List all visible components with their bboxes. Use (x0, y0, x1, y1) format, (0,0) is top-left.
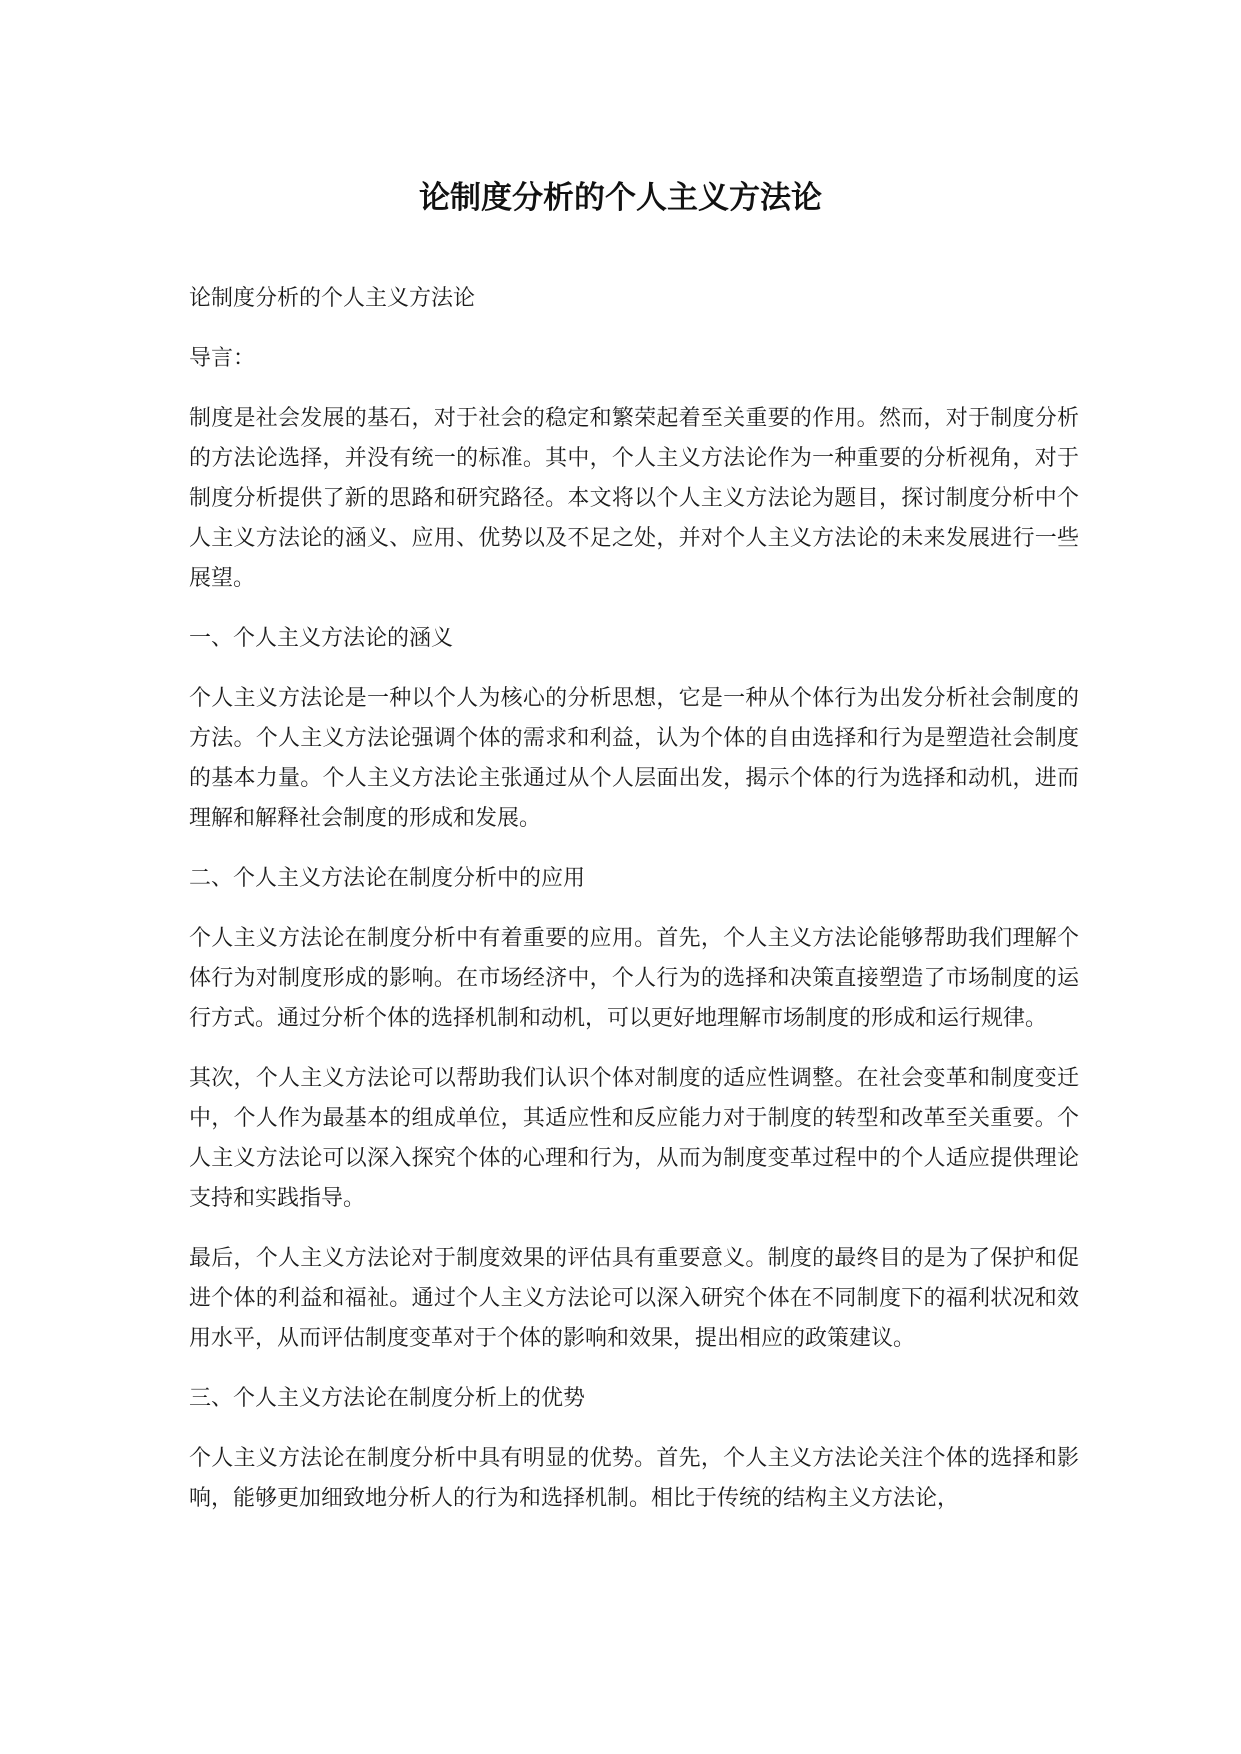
section-heading-1: 一、个人主义方法论的涵义 (189, 626, 454, 651)
section-heading-3: 三、个人主义方法论在制度分析上的优势 (189, 1386, 586, 1411)
section-1-paragraph-1: 个人主义方法论是一种以个人为核心的分析思想，它是一种从个体行为出发分析社会制度的方法。个人主义方法论强调个体的需求和利益，认为个体的自由选择和行为是塑造社会制度的基本力量。个人主义方法论主张通过从个人层面出发，揭示个体的行为选择和动机，进而理解和解释社会制度的形成和发展。 (189, 686, 1079, 831)
intro-paragraph: 制度是社会发展的基石，对于社会的稳定和繁荣起着至关重要的作用。然而，对于制度分析的方法论选择，并没有统一的标准。其中，个人主义方法论作为一种重要的分析视角，对于制度分析提供了新的思路和研究路径。本文将以个人主义方法论为题目，探讨制度分析中个人主义方法论的涵义、应用、优势以及不足之处，并对个人主义方法论的未来发展进行一些展望。 (189, 406, 1079, 591)
section-3-paragraph-1: 个人主义方法论在制度分析中具有明显的优势。首先，个人主义方法论关注个体的选择和影响，能够更加细致地分析人的行为和选择机制。相比于传统的结构主义方法论， (189, 1446, 1079, 1511)
section-2-paragraph-3: 最后，个人主义方法论对于制度效果的评估具有重要意义。制度的最终目的是为了保护和促进个体的利益和福祉。通过个人主义方法论可以深入研究个体在不同制度下的福利状况和效用水平，从而评估制度变革对于个体的影响和效果，提出相应的政策建议。 (189, 1246, 1079, 1351)
section-2-paragraph-1: 个人主义方法论在制度分析中有着重要的应用。首先，个人主义方法论能够帮助我们理解个体行为对制度形成的影响。在市场经济中，个人行为的选择和决策直接塑造了市场制度的运行方式。通过分析个体的选择机制和动机，可以更好地理解市场制度的形成和运行规律。 (189, 926, 1079, 1031)
document-body (189, 279, 1079, 1539)
section-heading-2: 二、个人主义方法论在制度分析中的应用 (189, 866, 586, 891)
document-subtitle: 论制度分析的个人主义方法论 (189, 286, 476, 311)
intro-label: 导言： (189, 346, 256, 371)
section-2-paragraph-2: 其次，个人主义方法论可以帮助我们认识个体对制度的适应性调整。在社会变革和制度变迁中，个人作为最基本的组成单位，其适应性和反应能力对于制度的转型和改革至关重要。个人主义方法论可以深入探究个体的心理和行为，从而为制度变革过程中的个人适应提供理论支持和实践指导。 (189, 1066, 1079, 1211)
document-title: 论制度分析的个人主义方法论 (419, 180, 822, 216)
